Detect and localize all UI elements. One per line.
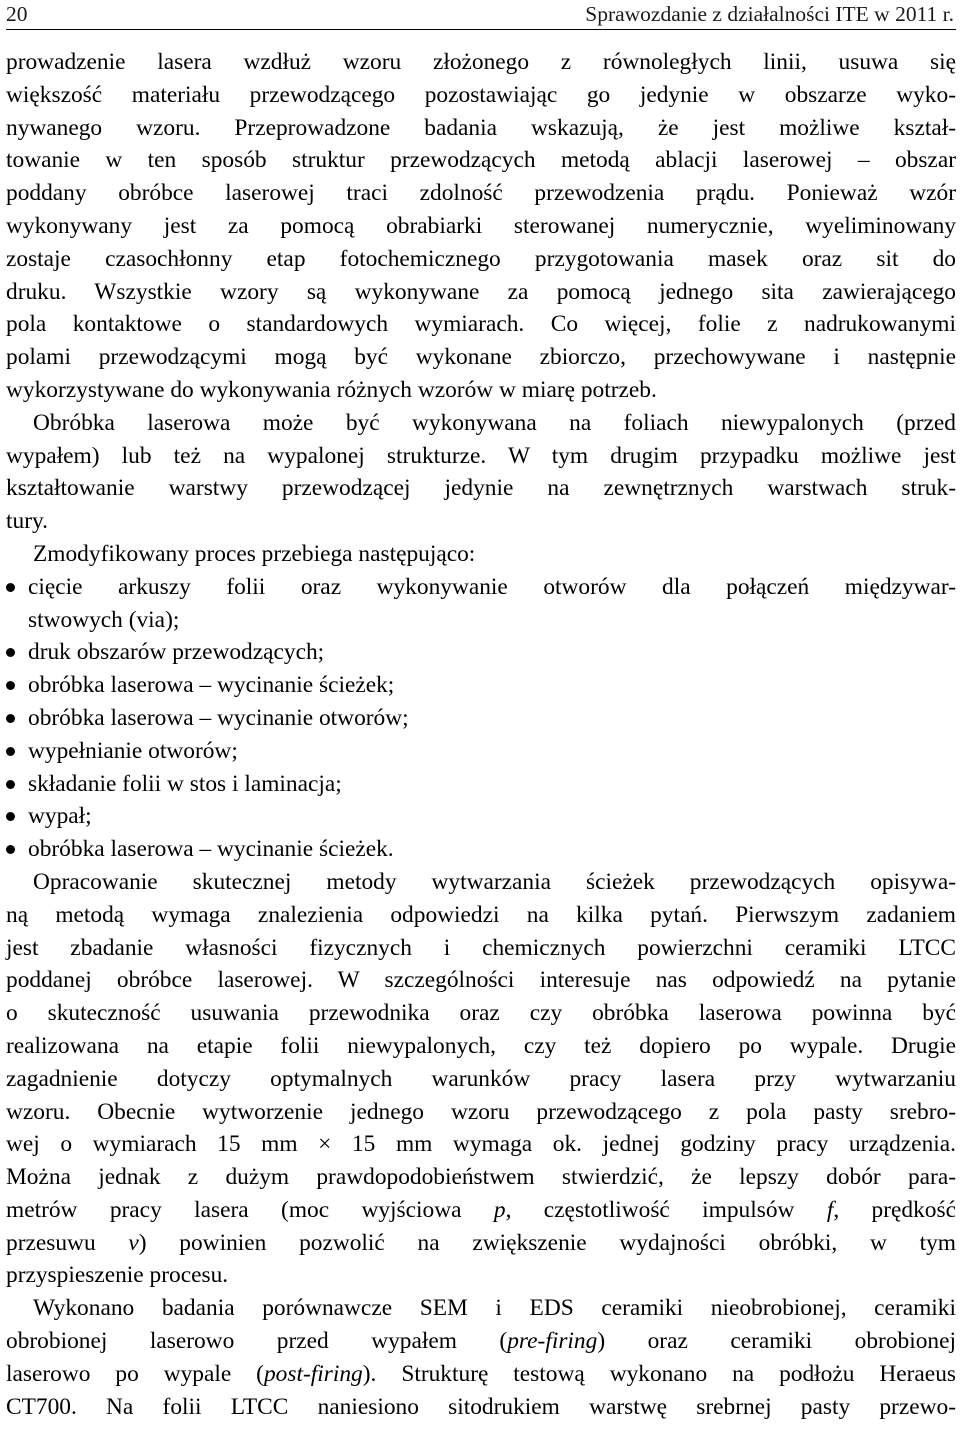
bullet-icon <box>6 648 15 657</box>
paragraph-sem-eds-study <box>6 1292 956 1423</box>
list-item <box>6 636 956 669</box>
text-line: druku. Wszystkie wzory są wykonywane za pomocą jednego sita zawierającego <box>6 278 956 305</box>
symbol-velocity: v <box>128 1229 139 1256</box>
text-line <box>6 1358 956 1391</box>
header-rule <box>6 29 956 30</box>
text-run: , częstotliwość impulsów <box>505 1196 827 1223</box>
text-line <box>6 1227 956 1260</box>
bullet-icon <box>6 845 15 854</box>
paragraph-laser-processing <box>6 407 956 538</box>
term-pre-firing: pre-firing <box>507 1328 598 1355</box>
text-run: ) powinien pozwolić na zwiększenie wydajności obróbki, w tym <box>138 1229 956 1256</box>
text-run: , prędkość <box>833 1196 956 1223</box>
text-line: pola kontaktowe o standardowych wymiarach. Co więcej, folie z nadrukowanymi <box>6 311 956 338</box>
text-line: prowadzenie lasera wzdłuż wzoru złożonego z równoległych linii, usuwa się <box>6 49 956 75</box>
text-line: CT700. Na folii LTCC naniesiono sitodrukiem warstwę srebrnej pasty przewo- <box>6 1393 956 1420</box>
text-line <box>6 1194 956 1227</box>
list-item-text: wypełnianie otworów; <box>28 737 238 764</box>
text-line: wej o wymiarach 15 mm × 15 mm wymaga ok. jednej godziny pracy urządzenia. <box>6 1131 956 1158</box>
text-line: Wykonano badania porównawcze SEM i EDS ceramiki nieobrobionej, ceramiki <box>33 1295 956 1322</box>
text-line: Opracowanie skutecznej metody wytwarzania ścieżek przewodzących opisywa- <box>33 868 956 895</box>
list-item <box>6 571 956 604</box>
bullet-icon <box>6 681 15 690</box>
text-line: Obróbka laserowa może być wykonywana na foliach niewypalonych (przed <box>33 409 956 436</box>
bullet-icon <box>6 812 15 821</box>
list-item <box>6 800 956 833</box>
symbol-power: p <box>493 1196 506 1223</box>
bullet-icon <box>6 714 15 723</box>
term-post-firing: post-firing <box>263 1360 363 1387</box>
text-line: wykorzystywane do wykonywania różnych wzorów w miarę potrzeb. <box>6 376 657 403</box>
bullet-icon <box>6 780 15 789</box>
text-line: polami przewodzącymi mogą być wykonane zbiorczo, przechowywane i następnie <box>6 344 956 371</box>
document-page <box>6 0 956 1440</box>
text-line: poddanej obróbce laserowej. W szczególności interesuje nas odpowiedź na pytanie <box>6 967 956 994</box>
list-item <box>6 702 956 735</box>
paragraph-method-development <box>6 866 956 1292</box>
text-run: laserowo po wypale ( <box>6 1360 264 1387</box>
text-line: nywanego wzoru. Przeprowadzone badania wskazują, że jest możliwe kształ- <box>6 114 956 141</box>
list-item-text: obróbka laserowa – wycinanie ścieżek; <box>28 672 395 699</box>
list-item <box>6 768 956 801</box>
text-line: wykonywany jest za pomocą obrabiarki sterowanej numerycznie, wyeliminowany <box>6 212 956 239</box>
list-item-text: składanie folii w stos i laminacja; <box>28 770 342 797</box>
text-run: ). Strukturę testową wykonano na podłożu Heraeus <box>362 1360 956 1387</box>
list-item <box>6 735 956 768</box>
text-line: kształtowanie warstwy przewodzącej jedynie na zewnętrznych warstwach struk- <box>6 475 956 502</box>
text-line: towanie w ten sposób struktur przewodzących metodą ablacji laserowej – obszar <box>6 147 956 174</box>
bullet-icon <box>6 747 15 756</box>
text-line: jest zbadanie własności fizycznych i chemicznych powierzchni ceramiki LTCC <box>6 934 956 961</box>
list-item <box>6 669 956 702</box>
text-run: przesuwu <box>6 1229 129 1256</box>
paragraph-laser-patterning <box>6 46 956 407</box>
text-line: zostaje czasochłonny etap fotochemicznego przygotowania masek oraz sit do <box>6 245 956 272</box>
text-line: realizowana na etapie folii niewypalonych, czy też dopiero po wypale. Drugie <box>6 1032 956 1059</box>
text-line: o skuteczność usuwania przewodnika oraz czy obróbka laserowa powinna być <box>6 1000 956 1027</box>
text-line: Można jednak z dużym prawdopodobieństwem stwierdzić, że lepszy dobór para- <box>6 1164 956 1191</box>
list-item-continuation <box>6 604 956 637</box>
symbol-frequency: f <box>826 1196 834 1223</box>
text-line: przyspieszenie procesu. <box>6 1262 229 1289</box>
page-number: 20 <box>6 2 28 26</box>
process-steps-list <box>6 571 956 866</box>
text-line: wzoru. Obecnie wytworzenie jednego wzoru przewodzącego z pola pasty srebro- <box>6 1098 956 1125</box>
text-run: obrobionej laserowo przed wypałem ( <box>6 1328 508 1355</box>
text-run: metrów pracy lasera (moc wyjściowa <box>6 1196 494 1223</box>
list-item-text: obróbka laserowa – wycinanie otworów; <box>28 704 409 731</box>
text-line: większość materiału przewodzącego pozostawiając go jedynie w obszarze wyko- <box>6 81 956 108</box>
running-title: Sprawozdanie z działalności ITE w 2011 r. <box>585 2 954 26</box>
text-line: ną metodą wymaga znalezienia odpowiedzi na kilka pytań. Pierwszym zadaniem <box>6 901 956 928</box>
text-line: zagadnienie dotyczy optymalnych warunków pracy lasera przy wytwarzaniu <box>6 1065 956 1092</box>
text-run: ) oraz ceramiki obrobionej <box>597 1328 957 1355</box>
list-item <box>6 833 956 866</box>
list-item-text: wypał; <box>28 803 92 830</box>
text-line: wypałem) lub też na wypalonej strukturze. W tym drugim przypadku możliwe jest <box>6 442 956 469</box>
text-line: tury. <box>6 508 49 535</box>
list-item-text: cięcie arkuszy folii oraz wykonywanie otworów dla połączeń międzywar- <box>28 573 956 600</box>
running-header <box>6 2 956 28</box>
list-item-text: stwowych (via); <box>28 606 180 633</box>
text-line: poddany obróbce laserowej traci zdolność przewodzenia prądu. Ponieważ wzór <box>6 180 956 207</box>
body-text <box>6 46 956 1423</box>
text-line <box>6 1325 956 1358</box>
bullet-icon <box>6 583 15 592</box>
list-intro: Zmodyfikowany proces przebiega następująco: <box>33 540 476 567</box>
list-item-text: druk obszarów przewodzących; <box>28 639 325 666</box>
list-item-text: obróbka laserowa – wycinanie ścieżek. <box>28 836 394 863</box>
